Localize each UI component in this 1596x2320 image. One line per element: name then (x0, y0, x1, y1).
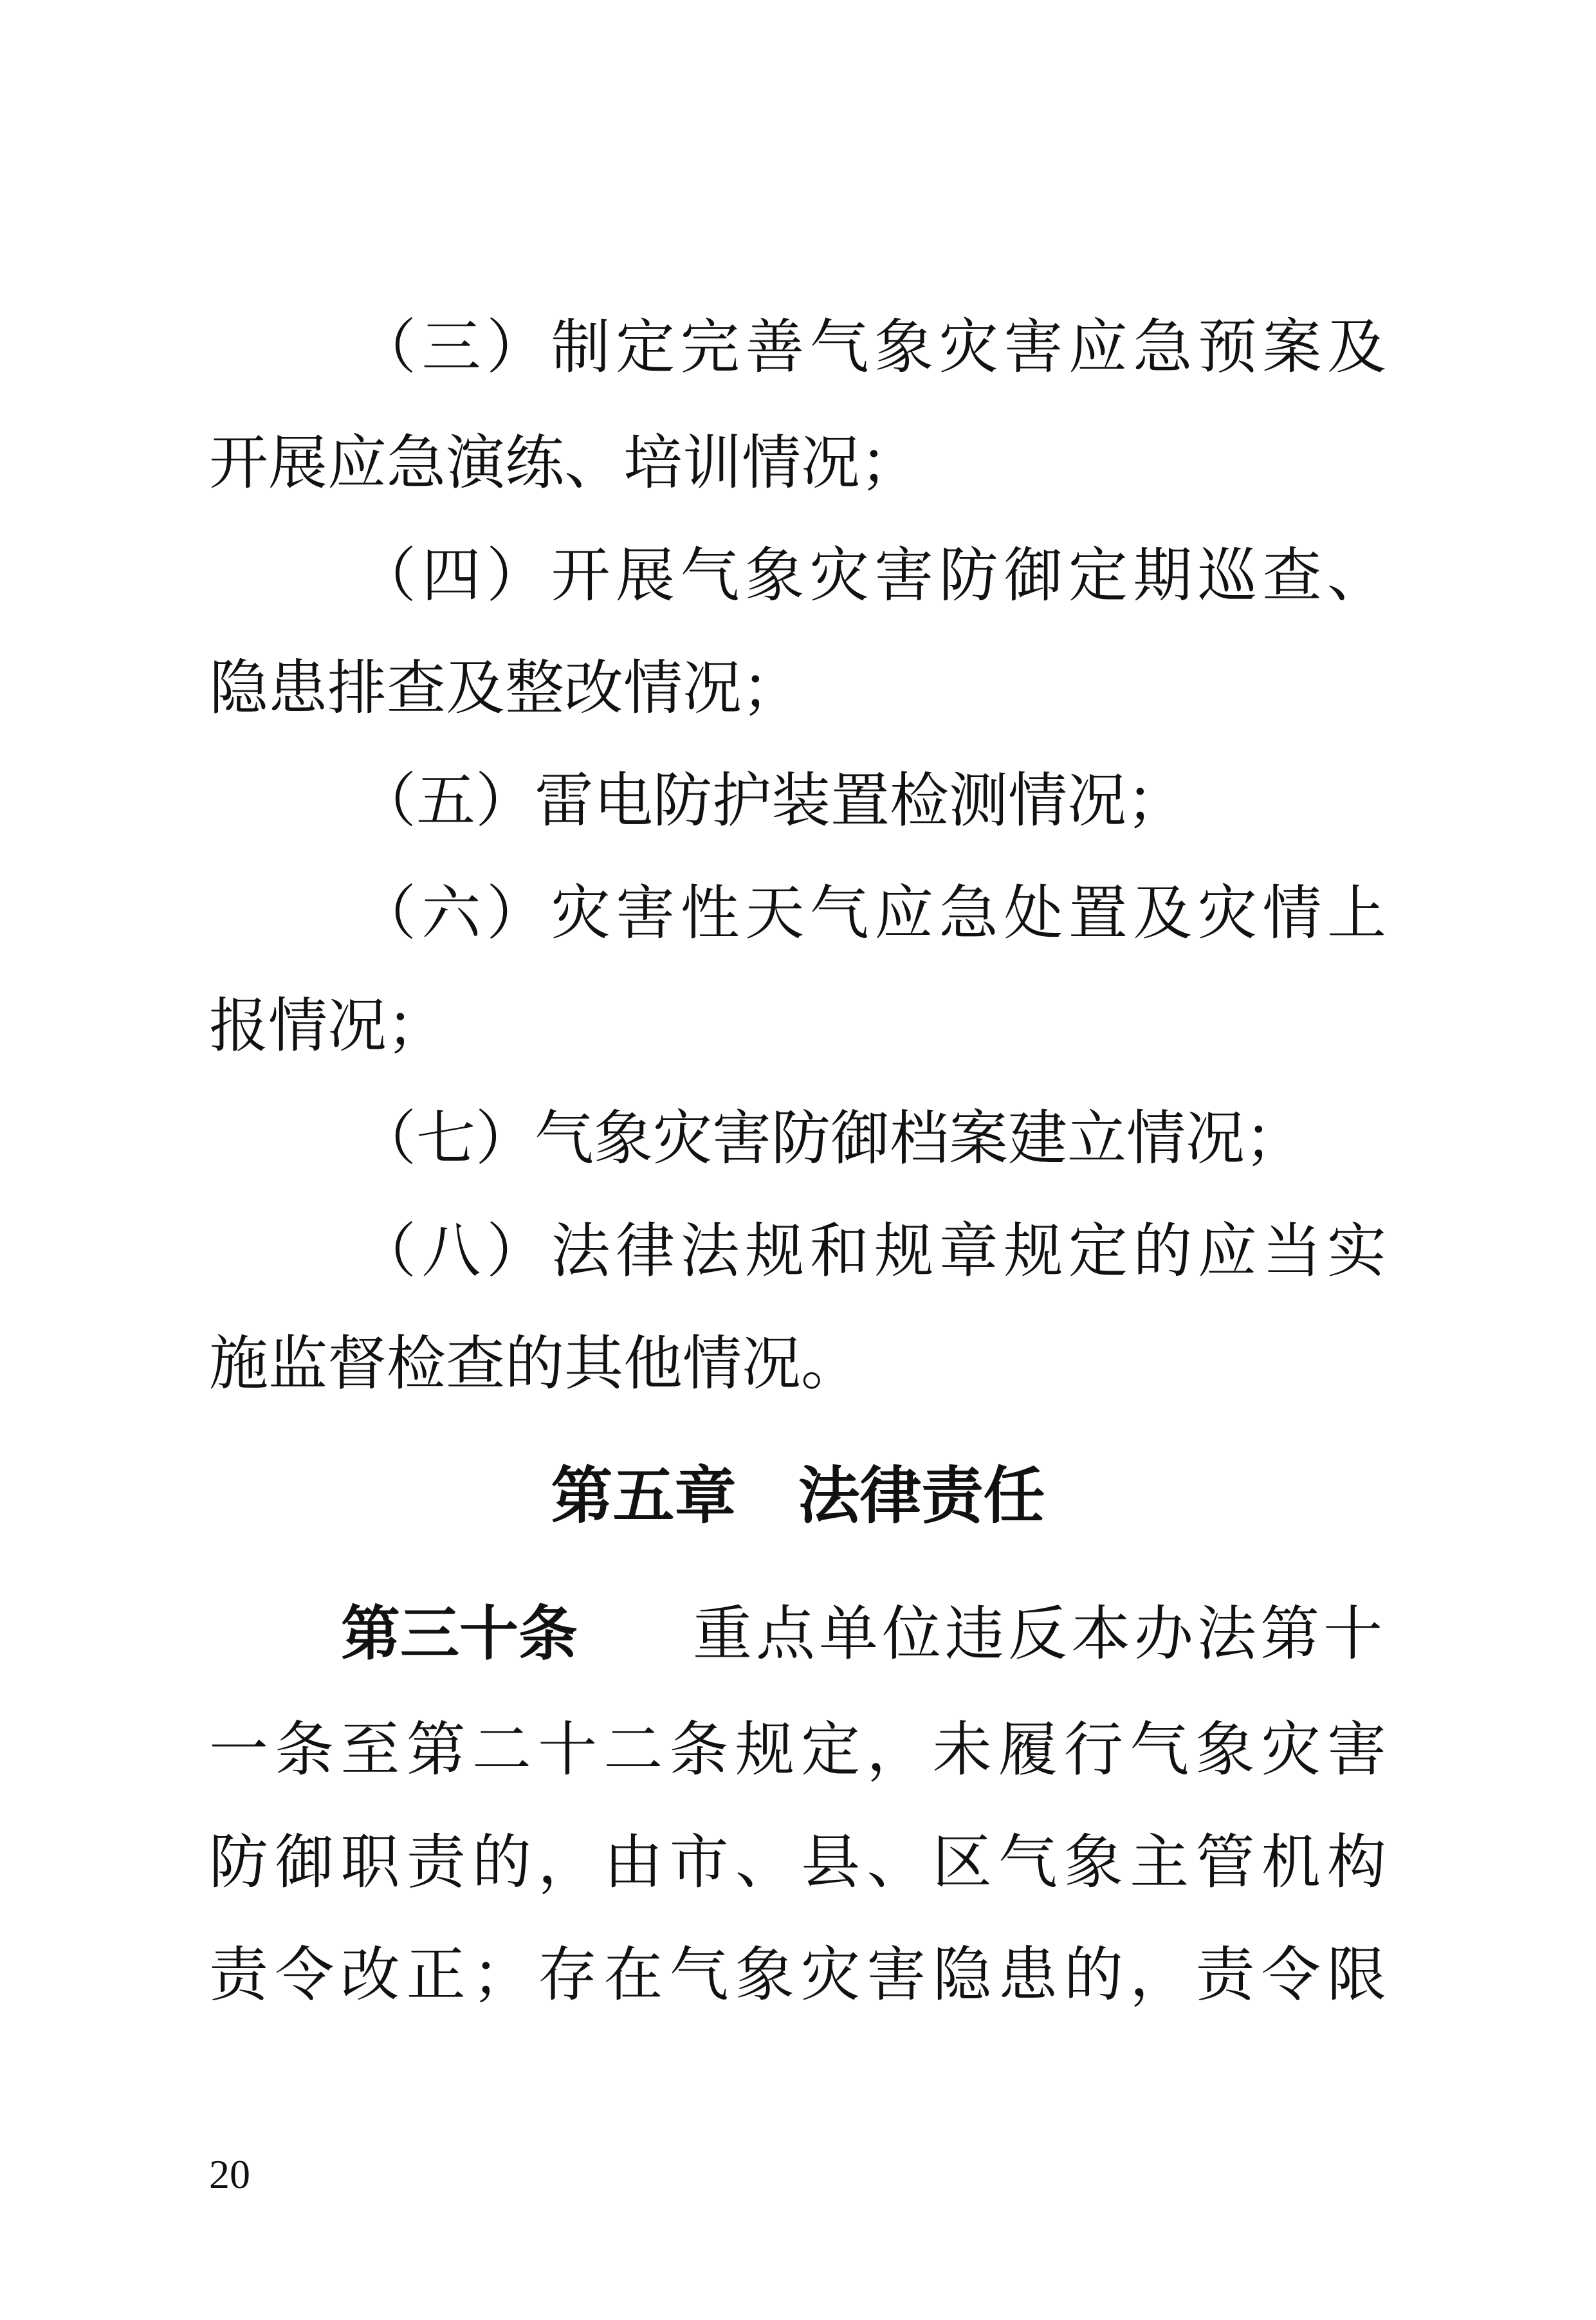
item-6-line-1: （六）灾害性天气应急处置及灾情上 (357, 879, 1386, 948)
item-7-line-1: （七）气象灾害防御档案建立情况； (357, 1104, 1305, 1173)
item-8-line-1: （八）法律法规和规章规定的应当实 (357, 1217, 1386, 1285)
article-line-2: 一条至第二十二条规定，未履行气象灾害 (209, 1715, 1386, 1784)
item-5-line-1: （五）雷电防护装置检测情况； (357, 766, 1186, 835)
page-number: 20 (209, 2151, 250, 2197)
article-label: 第三十条 (341, 1599, 578, 1668)
item-3-line-2: 开展应急演练、培训情况； (209, 428, 920, 497)
item-4-line-1: （四）开展气象灾害防御定期巡查、 (357, 541, 1386, 610)
chapter-heading: 第五章 法律责任 (551, 1460, 1045, 1532)
article-first-line (341, 1596, 1386, 1673)
item-6-line-2: 报情况； (209, 991, 446, 1060)
item-8-line-2: 施监督检查的其他情况。 (209, 1329, 861, 1398)
article-line-4: 责令改正；存在气象灾害隐患的，责令限 (209, 1940, 1386, 2009)
article-line-3: 防御职责的，由市、县、区气象主管机构 (209, 1828, 1386, 1897)
item-4-line-2: 隐患排查及整改情况； (209, 654, 802, 723)
item-3-line-1: （三）制定完善气象灾害应急预案及 (357, 313, 1386, 382)
article-first-line-text: 重点单位违反本办法第十 (692, 1599, 1386, 1668)
